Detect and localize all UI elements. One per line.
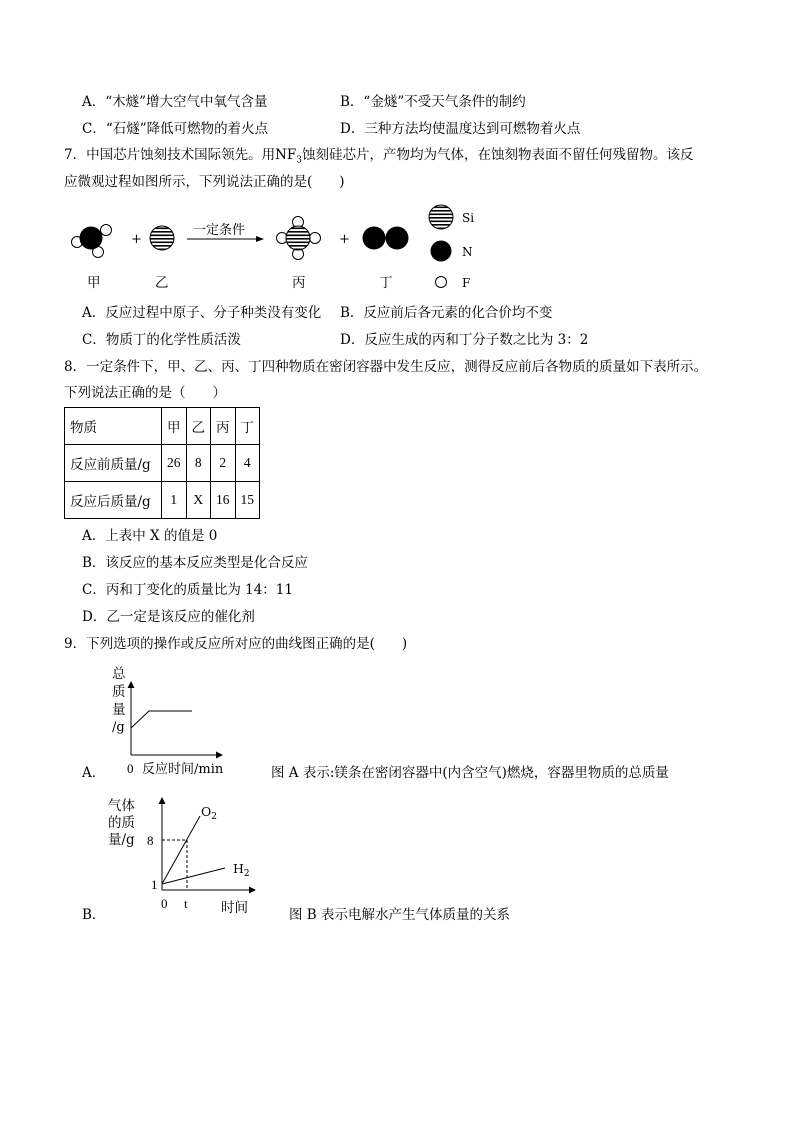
graph-b-h2-sub: 2 xyxy=(243,869,250,879)
graph-a-xlabel: 反应时间/min xyxy=(142,762,224,777)
q7-stem-subscript: 3 xyxy=(296,155,303,166)
graph-a-ylabel-2: 质 xyxy=(112,684,126,700)
q8-mass-table xyxy=(64,407,260,519)
graph-b xyxy=(105,794,265,922)
q6-option-d: D．三种方法均使温度达到可燃物着火点 xyxy=(340,121,581,137)
graph-b-o2-line xyxy=(162,816,200,884)
q7-stem-line1-post: 蚀刻硅芯片，产物均为气体，在蚀刻物表面不留任何残留物。该反 xyxy=(302,147,694,163)
table-cell: 15 xyxy=(235,482,260,519)
q8-option-d: D．乙一定是该反应的催化剂 xyxy=(82,609,255,625)
graph-b-ylabel-1: 气体 xyxy=(108,798,135,814)
legend-n-label: N xyxy=(462,245,473,259)
q8-option-c: C．丙和丁变化的质量比为 14：11 xyxy=(82,582,293,598)
table-cell: 26 xyxy=(162,445,187,482)
graph-b-h2-label xyxy=(233,861,250,879)
graph-b-h2-text: H xyxy=(233,861,244,876)
q7-option-c: C．物质丁的化学性质活泼 xyxy=(82,332,241,348)
graph-a-ylabel-1: 总 xyxy=(112,666,126,682)
graph-a-ylabel-3: 量 xyxy=(112,702,126,718)
q7-option-d: D．反应生成的丙和丁分子数之比为 3：2 xyxy=(340,332,589,348)
molecule-sif4 xyxy=(277,217,321,260)
table-header-cell: 丁 xyxy=(235,408,260,445)
q7-option-a: A．反应过程中原子、分子种类没有变化 xyxy=(82,305,322,321)
table-cell: 4 xyxy=(235,445,260,482)
label-yi: 乙 xyxy=(155,275,169,291)
q9-stem: 9．下列选项的操作或反应所对应的曲线图正确的是( ) xyxy=(64,636,408,652)
graph-b-origin: 0 xyxy=(161,896,168,911)
graph-b-ylabel-2: 的质 xyxy=(108,815,135,831)
graph-b-xlabel: 时间 xyxy=(221,900,248,916)
table-cell: X xyxy=(186,482,211,519)
label-bing: 丙 xyxy=(292,275,306,291)
graph-b-h2-line xyxy=(162,868,225,884)
graph-a-curve xyxy=(131,711,192,728)
graph-b-caption: 图 B 表示电解水产生气体质量的关系 xyxy=(289,907,511,923)
legend-f-label: F xyxy=(462,276,471,290)
table-cell: 16 xyxy=(211,482,236,519)
table-header-cell: 物质 xyxy=(65,408,162,445)
table-header-cell: 乙 xyxy=(186,408,211,445)
graph-a-origin: 0 xyxy=(127,761,134,776)
molecule-n2 xyxy=(363,227,409,250)
graph-b-o2-text: O xyxy=(201,804,212,819)
q6-option-c: C．“石燧”降低可燃物的着火点 xyxy=(82,121,269,137)
q8-stem-line1: 8．一定条件下，甲、乙、丙、丁四种物质在密闭容器中发生反应，测得反应前后各物质的质量如下表所示。 xyxy=(64,359,708,375)
q8-stem-line2: 下列说法正确的是（ ） xyxy=(64,385,226,401)
graph-b-xtick-t: t xyxy=(184,896,188,911)
molecule-nf3 xyxy=(72,225,112,258)
graph-a-caption: 图 A 表示:镁条在密闭容器中(内含空气)燃烧，容器里物质的总质量 xyxy=(271,765,669,781)
q9-option-b-label: B． xyxy=(82,907,106,923)
atom-si xyxy=(150,226,174,250)
table-row xyxy=(65,482,260,519)
table-cell: 反应后质量/g xyxy=(65,482,162,519)
graph-b-tick-8: 8 xyxy=(147,833,154,848)
q6-option-a: A．“木燧”增大空气中氧气含量 xyxy=(82,94,268,110)
table-cell: 1 xyxy=(162,482,187,519)
graph-a xyxy=(100,660,235,782)
label-ding: 丁 xyxy=(379,275,393,291)
table-row xyxy=(65,445,260,482)
legend-si-label: Si xyxy=(462,211,475,225)
plus-sign-2: + xyxy=(339,232,350,247)
q7-reaction-diagram xyxy=(60,196,500,296)
legend-f-swatch xyxy=(436,277,447,288)
legend xyxy=(429,205,474,290)
q9-option-a-label: A． xyxy=(82,765,106,781)
table-header-cell: 甲 xyxy=(162,408,187,445)
table-cell: 反应前质量/g xyxy=(65,445,162,482)
q8-option-a: A．上表中 X 的值是 0 xyxy=(82,528,218,544)
graph-b-tick-1: 1 xyxy=(151,877,158,892)
graph-b-ylabel-3: 量/g xyxy=(108,832,135,848)
q7-stem-line1 xyxy=(64,146,694,170)
legend-si-swatch xyxy=(429,205,453,229)
graph-a-ylabel-4: /g xyxy=(112,720,125,735)
plus-sign-1: + xyxy=(131,232,142,247)
table-cell: 2 xyxy=(211,445,236,482)
table-header-row xyxy=(65,408,260,445)
label-jia: 甲 xyxy=(87,275,101,291)
q8-option-b: B．该反应的基本反应类型是化合反应 xyxy=(82,555,308,571)
reaction-condition: 一定条件 xyxy=(193,223,246,238)
q7-stem-line2: 应微观过程如图所示，下列说法正确的是( ) xyxy=(64,174,345,190)
graph-b-o2-sub: 2 xyxy=(211,812,217,822)
q6-option-b: B．“金燧”不受天气条件的制约 xyxy=(340,94,526,110)
graph-b-o2-label xyxy=(201,804,217,822)
legend-n-swatch xyxy=(431,241,452,262)
q7-stem-line1-pre: 7．中国芯片蚀刻技术国际领先。用NF xyxy=(64,147,297,163)
table-cell: 8 xyxy=(186,445,211,482)
q7-option-b: B．反应前后各元素的化合价均不变 xyxy=(340,305,553,321)
table-header-cell: 丙 xyxy=(211,408,236,445)
